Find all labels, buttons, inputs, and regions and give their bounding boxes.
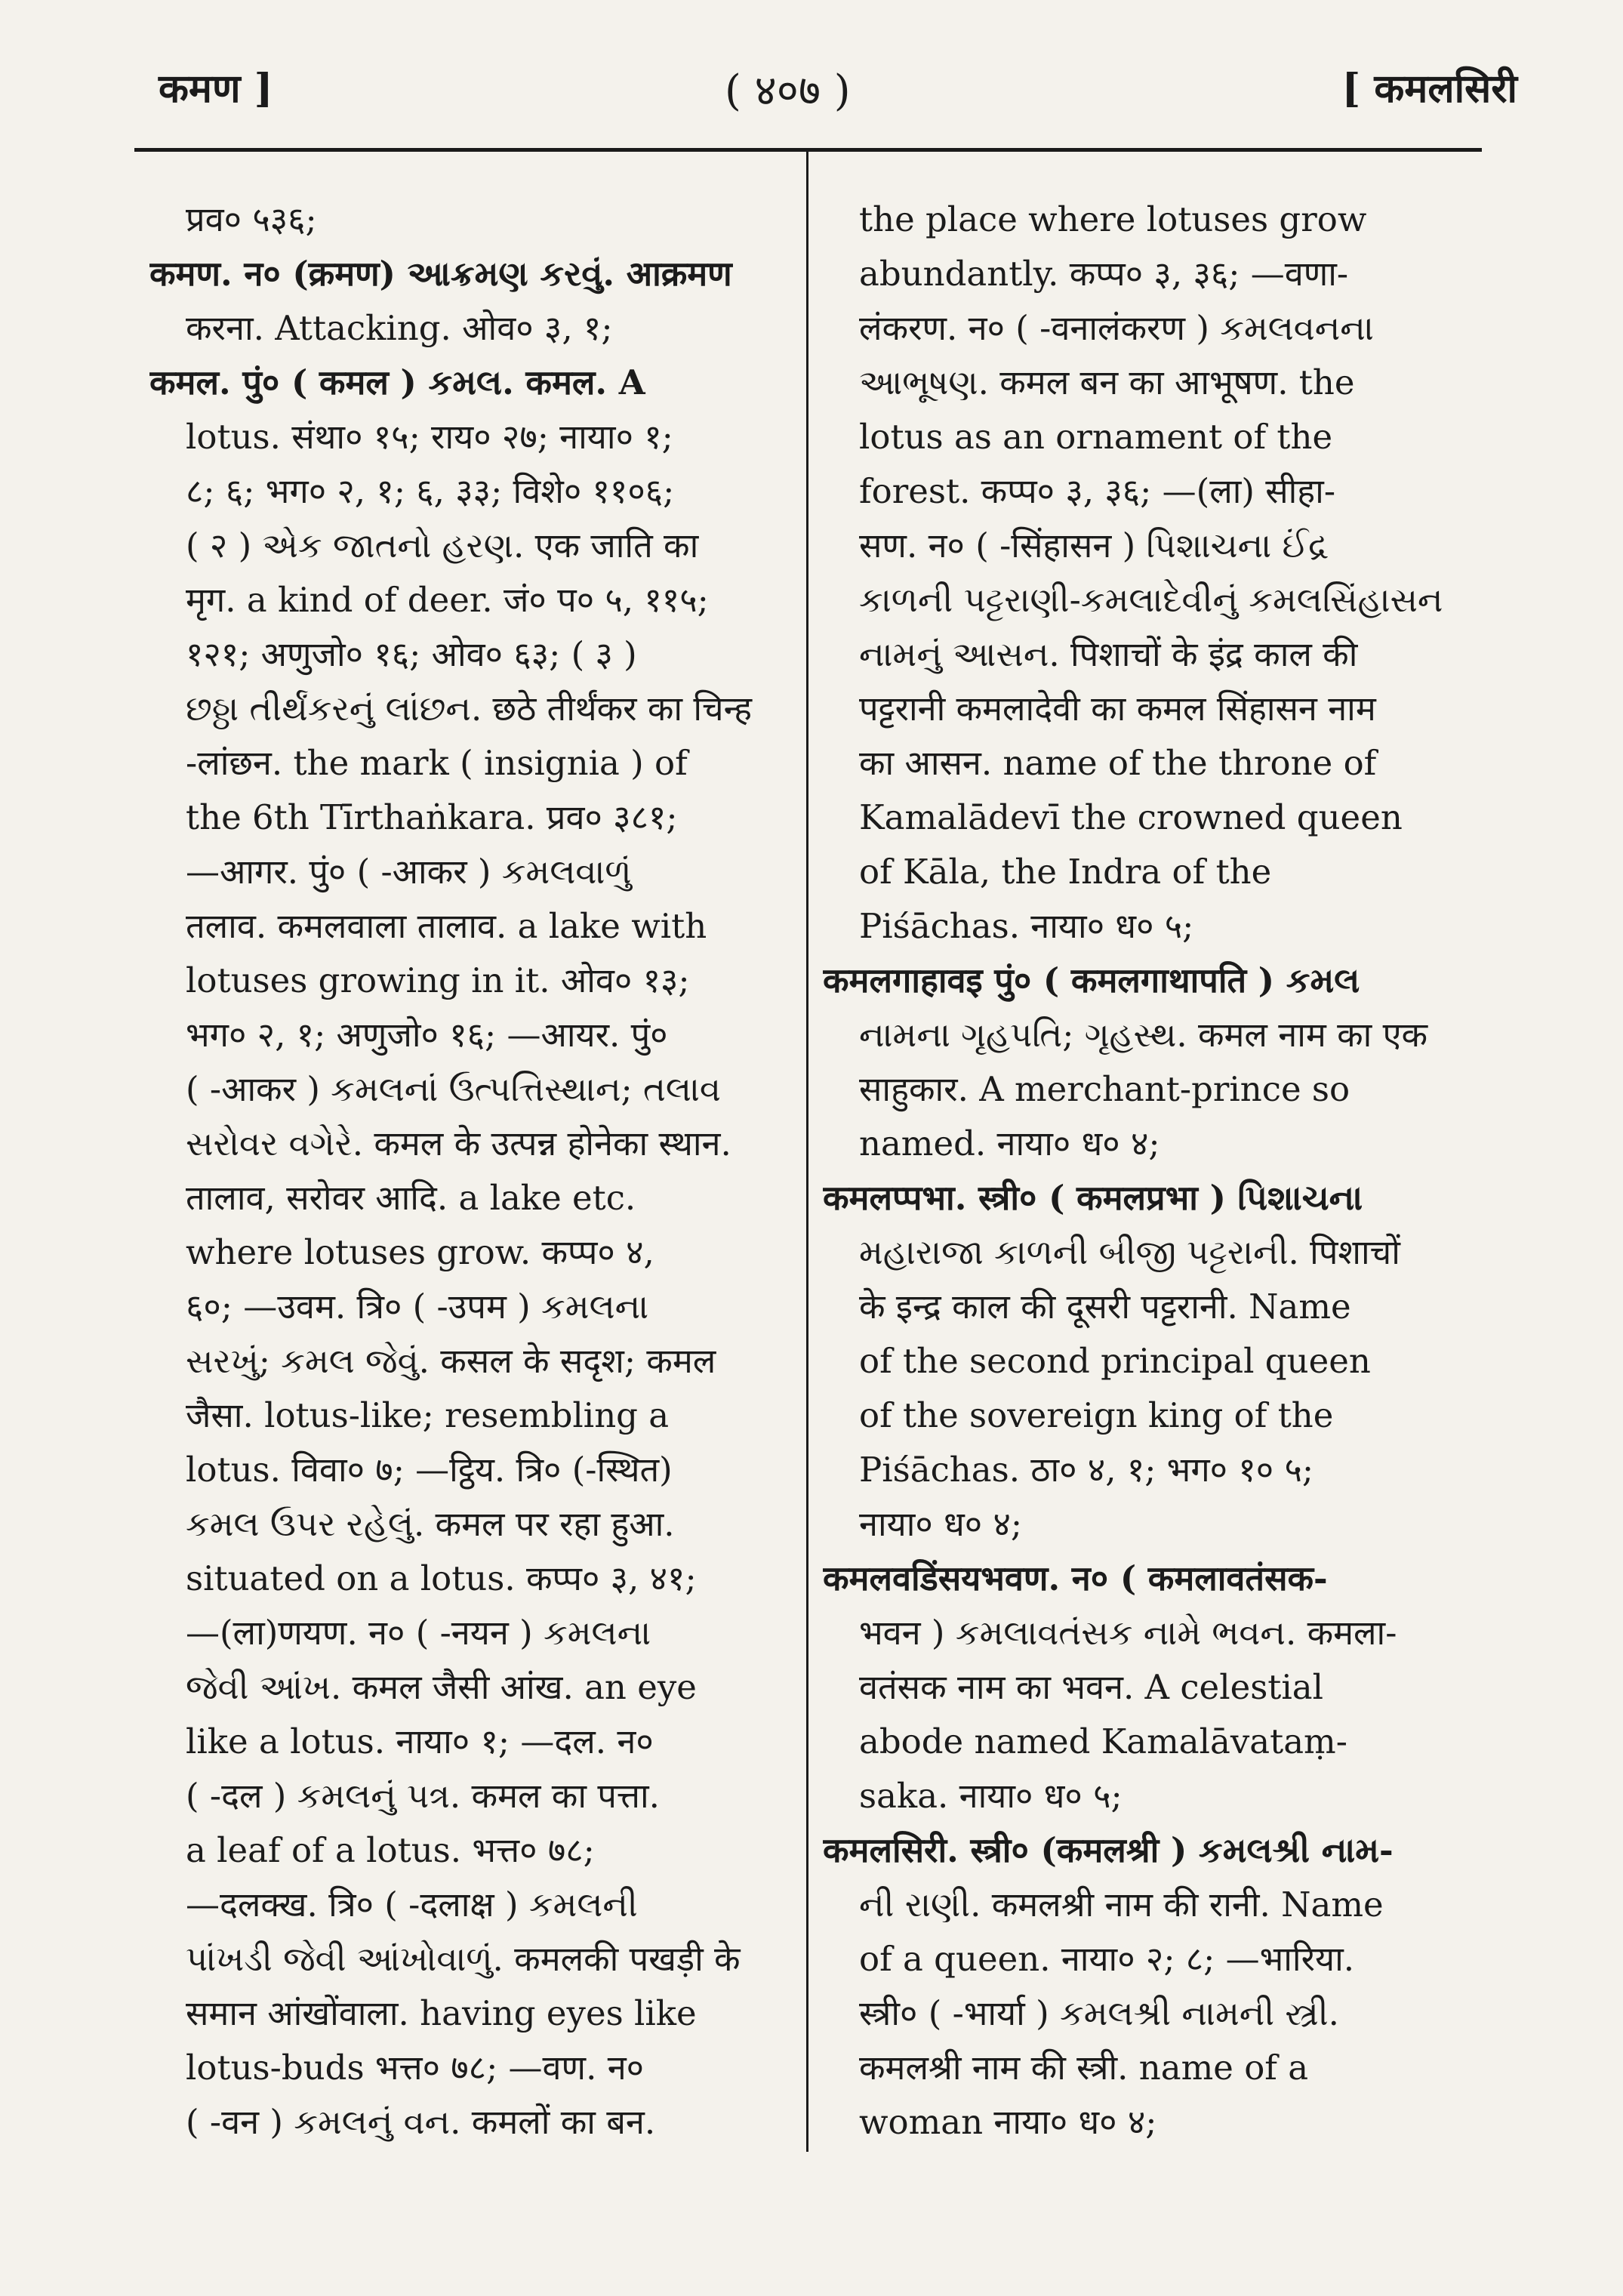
entry-text-line: of a queen. नाया० २; ८; —भारिया. (859, 1939, 1355, 1979)
entry-text-line: the place where lotuses grow (859, 199, 1367, 239)
entry-text-line: तलाव. कमलवाला तालाव. a lake with (186, 906, 707, 946)
header-left-guide-word: कमण ] (159, 66, 273, 112)
right-column (823, 193, 1472, 2150)
entry-text-line: भवन ) કમલાવતંસક નામે ભવન. कमला- (859, 1613, 1397, 1653)
entry-text-line: —दलक्ख. त्रि० ( -दलाक्ष ) કમલની (186, 1885, 638, 1925)
entry-text-line: lotus. संथा० १५; राय० २७; नाया० १; (186, 417, 673, 457)
entry-text-line: समान आंखोंवाला. having eyes like (186, 1993, 697, 2033)
entry-text-line: ની રાણી. कमलश्री नाम की रानी. Name (859, 1885, 1384, 1925)
entry-text-line: का आसन. name of the throne of (859, 743, 1377, 783)
entry-text-line: प्रव० ५३६; (186, 199, 317, 239)
entry-text-line: lotus-buds भत्त० ७८; —वण. न० (186, 2048, 645, 2088)
page-header (136, 53, 1517, 136)
entry-text-line: પાંખડી જેવી આંખોવાળું. कमलकी पखड़ी के (186, 1939, 741, 1979)
entry-text-line: Kamalādevī the crowned queen (859, 797, 1403, 837)
entry-text-line: साहुकार. A merchant-prince so (859, 1069, 1350, 1109)
entry-text-line: कमलश्री नाम की स्त्री. name of a (859, 2048, 1309, 2088)
entry-text-line: करना. Attacking. ओव० ३, १; (186, 308, 613, 348)
entry-text-line: કમલ ઉપર રહેલું. कमल पर रहा हुआ. (186, 1504, 675, 1544)
entry-text-line: like a lotus. नाया० १; —दल. न० (186, 1721, 654, 1761)
entry-text-line: સરોવર વગેરે. कमल के उत्पन्न होनेका स्थान. (186, 1123, 731, 1163)
entry-text-line: लंकरण. न० ( -वनालंकरण ) કમલવનના (859, 308, 1374, 348)
entry-text-line: named. नाया० ध० ४; (859, 1123, 1160, 1163)
entry-text-line: ( -वन ) કમલનું વન. कमलों का बन. (186, 2102, 656, 2142)
entry-text-line: ( -दल ) કમલનું પત્ર. कमल का पत्ता. (186, 1776, 660, 1816)
entry-text-line: lotus. विवा० ७; —ट्ठिय. त्रि० (-स्थित) (186, 1450, 673, 1490)
entry-text-line: Piśāchas. नाया० ध० ५; (859, 906, 1194, 946)
entry-text-line: abundantly. कप्प० ३, ३६; —वणा- (859, 254, 1349, 294)
entry-text-line: वतंसक नाम का भवन. A celestial (859, 1667, 1324, 1707)
entry-text-line: ८; ६; भग० २, १; ६, ३३; विशे० ११०६; (186, 471, 675, 511)
entry-text-line: abode named Kamalāvataṃ- (859, 1721, 1347, 1761)
entry-text-line: where lotuses grow. कप्प० ४, (186, 1232, 654, 1272)
entry-text-line: —आगर. पुं० ( -आकर ) કમલવાળું (186, 852, 632, 892)
entry-text-line: situated on a lotus. कप्प० ३, ४१; (186, 1558, 697, 1598)
column-divider (806, 151, 808, 2152)
entry-headword-line: कमलप्पभा. स्त्री० ( कमलप्रभा ) પિશાચના (823, 1178, 1363, 1218)
entry-text-line: Piśāchas. ठा० ४, १; भग० १० ५; (859, 1450, 1314, 1490)
entry-text-line: મહારાજા કાળની બીજી પટ્ટરાની. पिशाचों (859, 1232, 1400, 1272)
entry-headword-line: कमलवडिंसयभवण. न० ( कमलावतंसक- (823, 1558, 1328, 1598)
entry-text-line: the 6th Tīrthaṅkara. प्रव० ३८१; (186, 797, 678, 837)
header-right-guide-word: [ कमलसिरी (1341, 66, 1517, 112)
entry-text-line: છઠ્ઠા તીર્થંકરનું લાંછન. छठे तीर्थंकर का चिन्ह (186, 689, 752, 729)
entry-text-line: -लांछन. the mark ( insignia ) of (186, 743, 688, 783)
entry-text-line: ६०; —उवम. त्रि० ( -उपम ) કમલના (186, 1287, 649, 1327)
entry-text-line: भग० २, १; अणुजो० १६; —आयर. पुं० (186, 1015, 668, 1055)
entry-headword-line: कमल. पुं० ( कमल ) કમલ. कमल. A (149, 362, 645, 402)
entry-text-line: १२१; अणुजो० १६; ओव० ६३; ( ३ ) (186, 634, 637, 674)
entry-text-line: આભૂષણ. कमल बन का आभूषण. the (859, 362, 1355, 402)
entry-text-line: નામના ગૃહપતિ; ગૃહસ્થ. कमल नाम का एक (859, 1015, 1428, 1055)
entry-text-line: नाया० ध० ४; (859, 1504, 1023, 1544)
entry-headword-line: कमलसिरी. स्त्री० (कमलश्री ) કમલશ્રી નામ- (823, 1830, 1394, 1870)
entry-text-line: जैसा. lotus-like; resembling a (186, 1395, 670, 1435)
entry-text-line: lotus as an ornament of the (859, 417, 1333, 457)
entry-text-line: saka. नाया० ध० ५; (859, 1776, 1123, 1816)
entry-text-line: मृग. a kind of deer. जं० प० ५, ११५; (186, 580, 709, 620)
entry-text-line: पट्टरानी कमलादेवी का कमल सिंहासन नाम (859, 689, 1376, 729)
entry-text-line: ( -आकर ) કમલનાં ઉત્પત્તિસ્થાન; તલાવ (186, 1069, 721, 1109)
entry-text-line: of the sovereign king of the (859, 1395, 1334, 1435)
entry-headword-line: कमलगाहावइ पुं० ( कमलगाथापति ) કમલ (823, 960, 1360, 1000)
entry-text-line: of the second principal queen (859, 1341, 1371, 1381)
entry-text-line: કાળની પટ્ટરાણી-કમલાદેવીનું કમલસિંહાસન (859, 580, 1443, 620)
entry-headword-line: कमण. न० (क्रमण) આક્રમણ કરવું. आक्रमण (149, 254, 732, 294)
entry-text-line: के इन्द्र काल की दूसरी पट्टरानी. Name (859, 1287, 1351, 1327)
entry-text-line: lotuses growing in it. ओव० १३; (186, 960, 690, 1000)
entry-text-line: જેવી આંખ. कमल जैसी आंख. an eye (186, 1667, 697, 1707)
entry-text-line: of Kāla, the Indra of the (859, 852, 1272, 892)
entry-text-line: સરખું; કમલ જેવું. कसल के सदृश; कमल (186, 1341, 716, 1381)
entry-text-line: woman नाया० ध० ४; (859, 2102, 1157, 2142)
entry-text-line: स्त्री० ( -भार्या ) કમલશ્રી નામની સ્ત્રી. (859, 1993, 1339, 2033)
entry-text-line: a leaf of a lotus. भत्त० ७८; (186, 1830, 595, 1870)
entry-text-line: सण. न० ( -सिंहासन ) પિશાચના ઈંદ્ર (859, 525, 1329, 566)
entry-text-line: forest. कप्प० ३, ३६; —(ला) सीहा- (859, 471, 1336, 511)
left-column (149, 193, 776, 2150)
entry-text-line: तालाव, सरोवर आदि. a lake etc. (186, 1178, 636, 1218)
page-number: ( ४०७ ) (725, 66, 851, 116)
entry-text-line: નામનું આસન. पिशाचों के इंद्र काल की (859, 634, 1358, 674)
entry-text-line: —(ला)णयण. न० ( -नयन ) કમલના (186, 1613, 651, 1653)
entry-text-line: ( २ ) એક જાતનો હરણ. एक जाति का (186, 525, 699, 566)
